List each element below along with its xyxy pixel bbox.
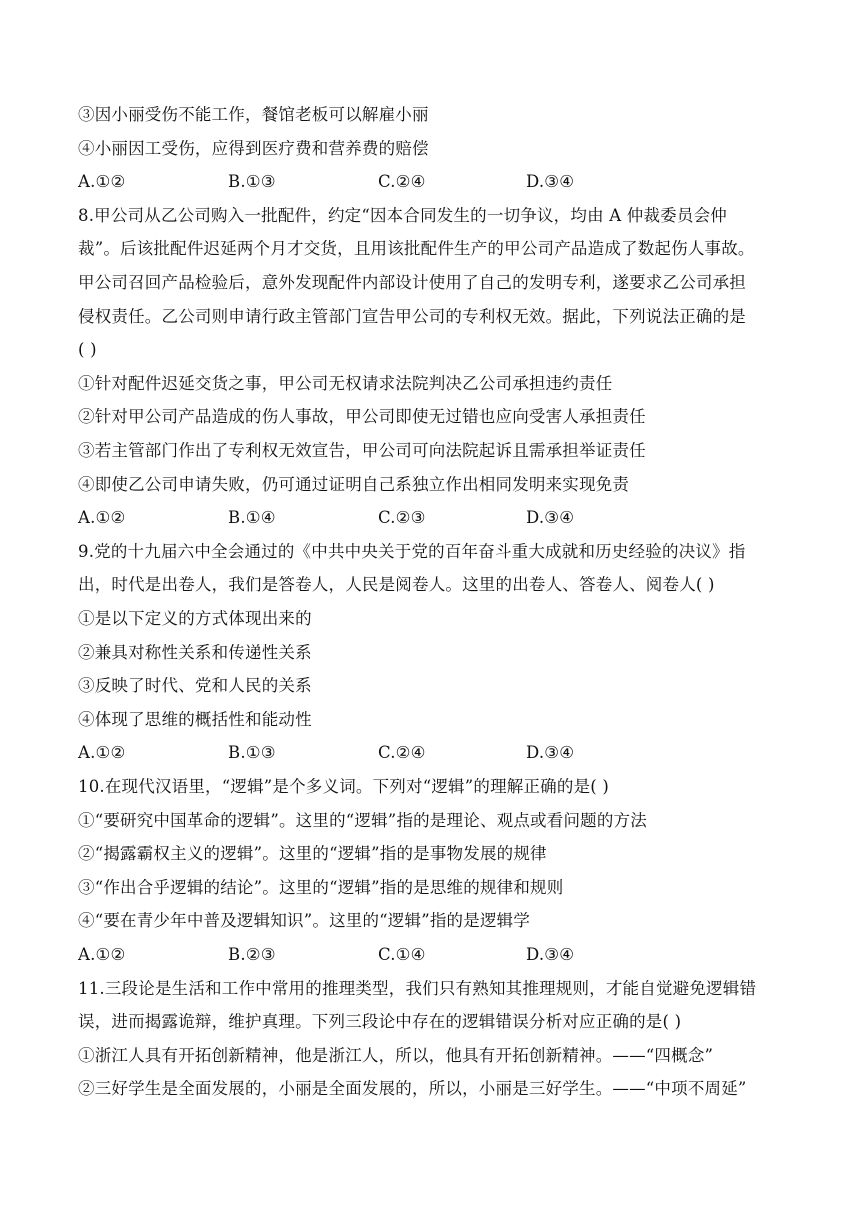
answer-option: C.②③ [378, 508, 426, 528]
text-line: ①是以下定义的方式体现出来的 [78, 609, 312, 628]
text-line: 8.甲公司从乙公司购入一批配件，约定“因本合同发生的一切争议，均由 A 仲裁委员会仲 [78, 205, 727, 225]
answer-option: B.①③ [228, 743, 276, 763]
text-line: ③若主管部门作出了专利权无效宣告，甲公司可向法院起诉且需承担举证责任 [78, 441, 646, 460]
text-line: ②“揭露霸权主义的逻辑”。这里的“逻辑”指的是事物发展的规律 [78, 844, 547, 864]
text-line: 11.三段论是生活和工作中常用的推理类型，我们只有熟知其推理规则，才能自觉避免逻辑错 [78, 978, 757, 998]
text-line: 裁”。后该批配件迟延两个月才交货，且用该批配件生产的甲公司产品造成了数起伤人事故。 [78, 239, 755, 259]
text-line: ①浙江人具有开拓创新精神，他是浙江人，所以，他具有开拓创新精神。——“四概念” [78, 1045, 714, 1065]
answer-option: D.③④ [526, 508, 575, 528]
text-line: ④“要在青少年中普及逻辑知识”。这里的“逻辑”指的是逻辑学 [78, 911, 531, 931]
text-line: ①针对配件迟延交货之事，甲公司无权请求法院判决乙公司承担违约责任 [78, 373, 613, 393]
text-line: ③反映了时代、党和人民的关系 [78, 676, 312, 696]
answer-option: B.①③ [228, 172, 276, 192]
answer-option: A.①② [78, 743, 126, 763]
text-line: ②兼具对称性关系和传递性关系 [78, 642, 312, 662]
text-line: 9.党的十九届六中全会通过的《中共中央关于党的百年奋斗重大成就和历史经验的决议》指 [78, 541, 746, 561]
text-line: ②三好学生是全面发展的，小丽是全面发展的，所以，小丽是三好学生。——“中项不周延” [78, 1079, 747, 1099]
text-line: 出，时代是出卷人，我们是答卷人，人民是阅卷人。这里的出卷人、答卷人、阅卷人( ) [78, 575, 715, 595]
text-line: ③“作出合乎逻辑的结论”。这里的“逻辑”指的是思维的规律和规则 [78, 877, 564, 897]
answer-option: C.①④ [378, 945, 426, 964]
text-line: 误，进而揭露诡辩，维护真理。下列三段论中存在的逻辑错误分析对应正确的是( ) [78, 1012, 682, 1032]
text-line: ④小丽因工受伤，应得到医疗费和营养费的赔偿 [78, 138, 429, 158]
answer-option: D.③④ [526, 945, 575, 964]
answer-option: D.③④ [526, 743, 575, 763]
text-line: ①“要研究中国革命的逻辑”。这里的“逻辑”指的是理论、观点或看问题的方法 [78, 810, 647, 830]
text-line: 10.在现代汉语里，“逻辑”是个多义词。下列对“逻辑”的理解正确的是( ) [78, 777, 610, 796]
answer-option: A.①② [78, 508, 126, 528]
text-line: ②针对甲公司产品造成的伤人事故，甲公司即使无过错也应向受害人承担责任 [78, 407, 646, 427]
answer-option: C.②④ [378, 743, 426, 763]
answer-option: A.①② [78, 172, 126, 192]
text-line: ( ) [78, 340, 97, 360]
text-line: 甲公司召回产品检验后，意外发现配件内部设计使用了自己的发明专利，遂要求乙公司承担 [78, 273, 746, 292]
answer-option: A.①② [78, 945, 126, 964]
text-line: ④即使乙公司申请失败，仍可通过证明自己系独立作出相同发明来实现免责 [78, 474, 630, 494]
answer-option: B.①④ [228, 508, 276, 528]
answer-option: B.②③ [228, 945, 276, 964]
answer-option: C.②④ [378, 172, 426, 192]
text-line: ③因小丽受伤不能工作，餐馆老板可以解雇小丽 [78, 105, 429, 124]
answer-option: D.③④ [526, 172, 575, 192]
text-line: 侵权责任。乙公司则申请行政主管部门宣告甲公司的专利权无效。据此，下列说法正确的是 [78, 306, 746, 326]
text-line: ④体现了思维的概括性和能动性 [78, 709, 312, 729]
